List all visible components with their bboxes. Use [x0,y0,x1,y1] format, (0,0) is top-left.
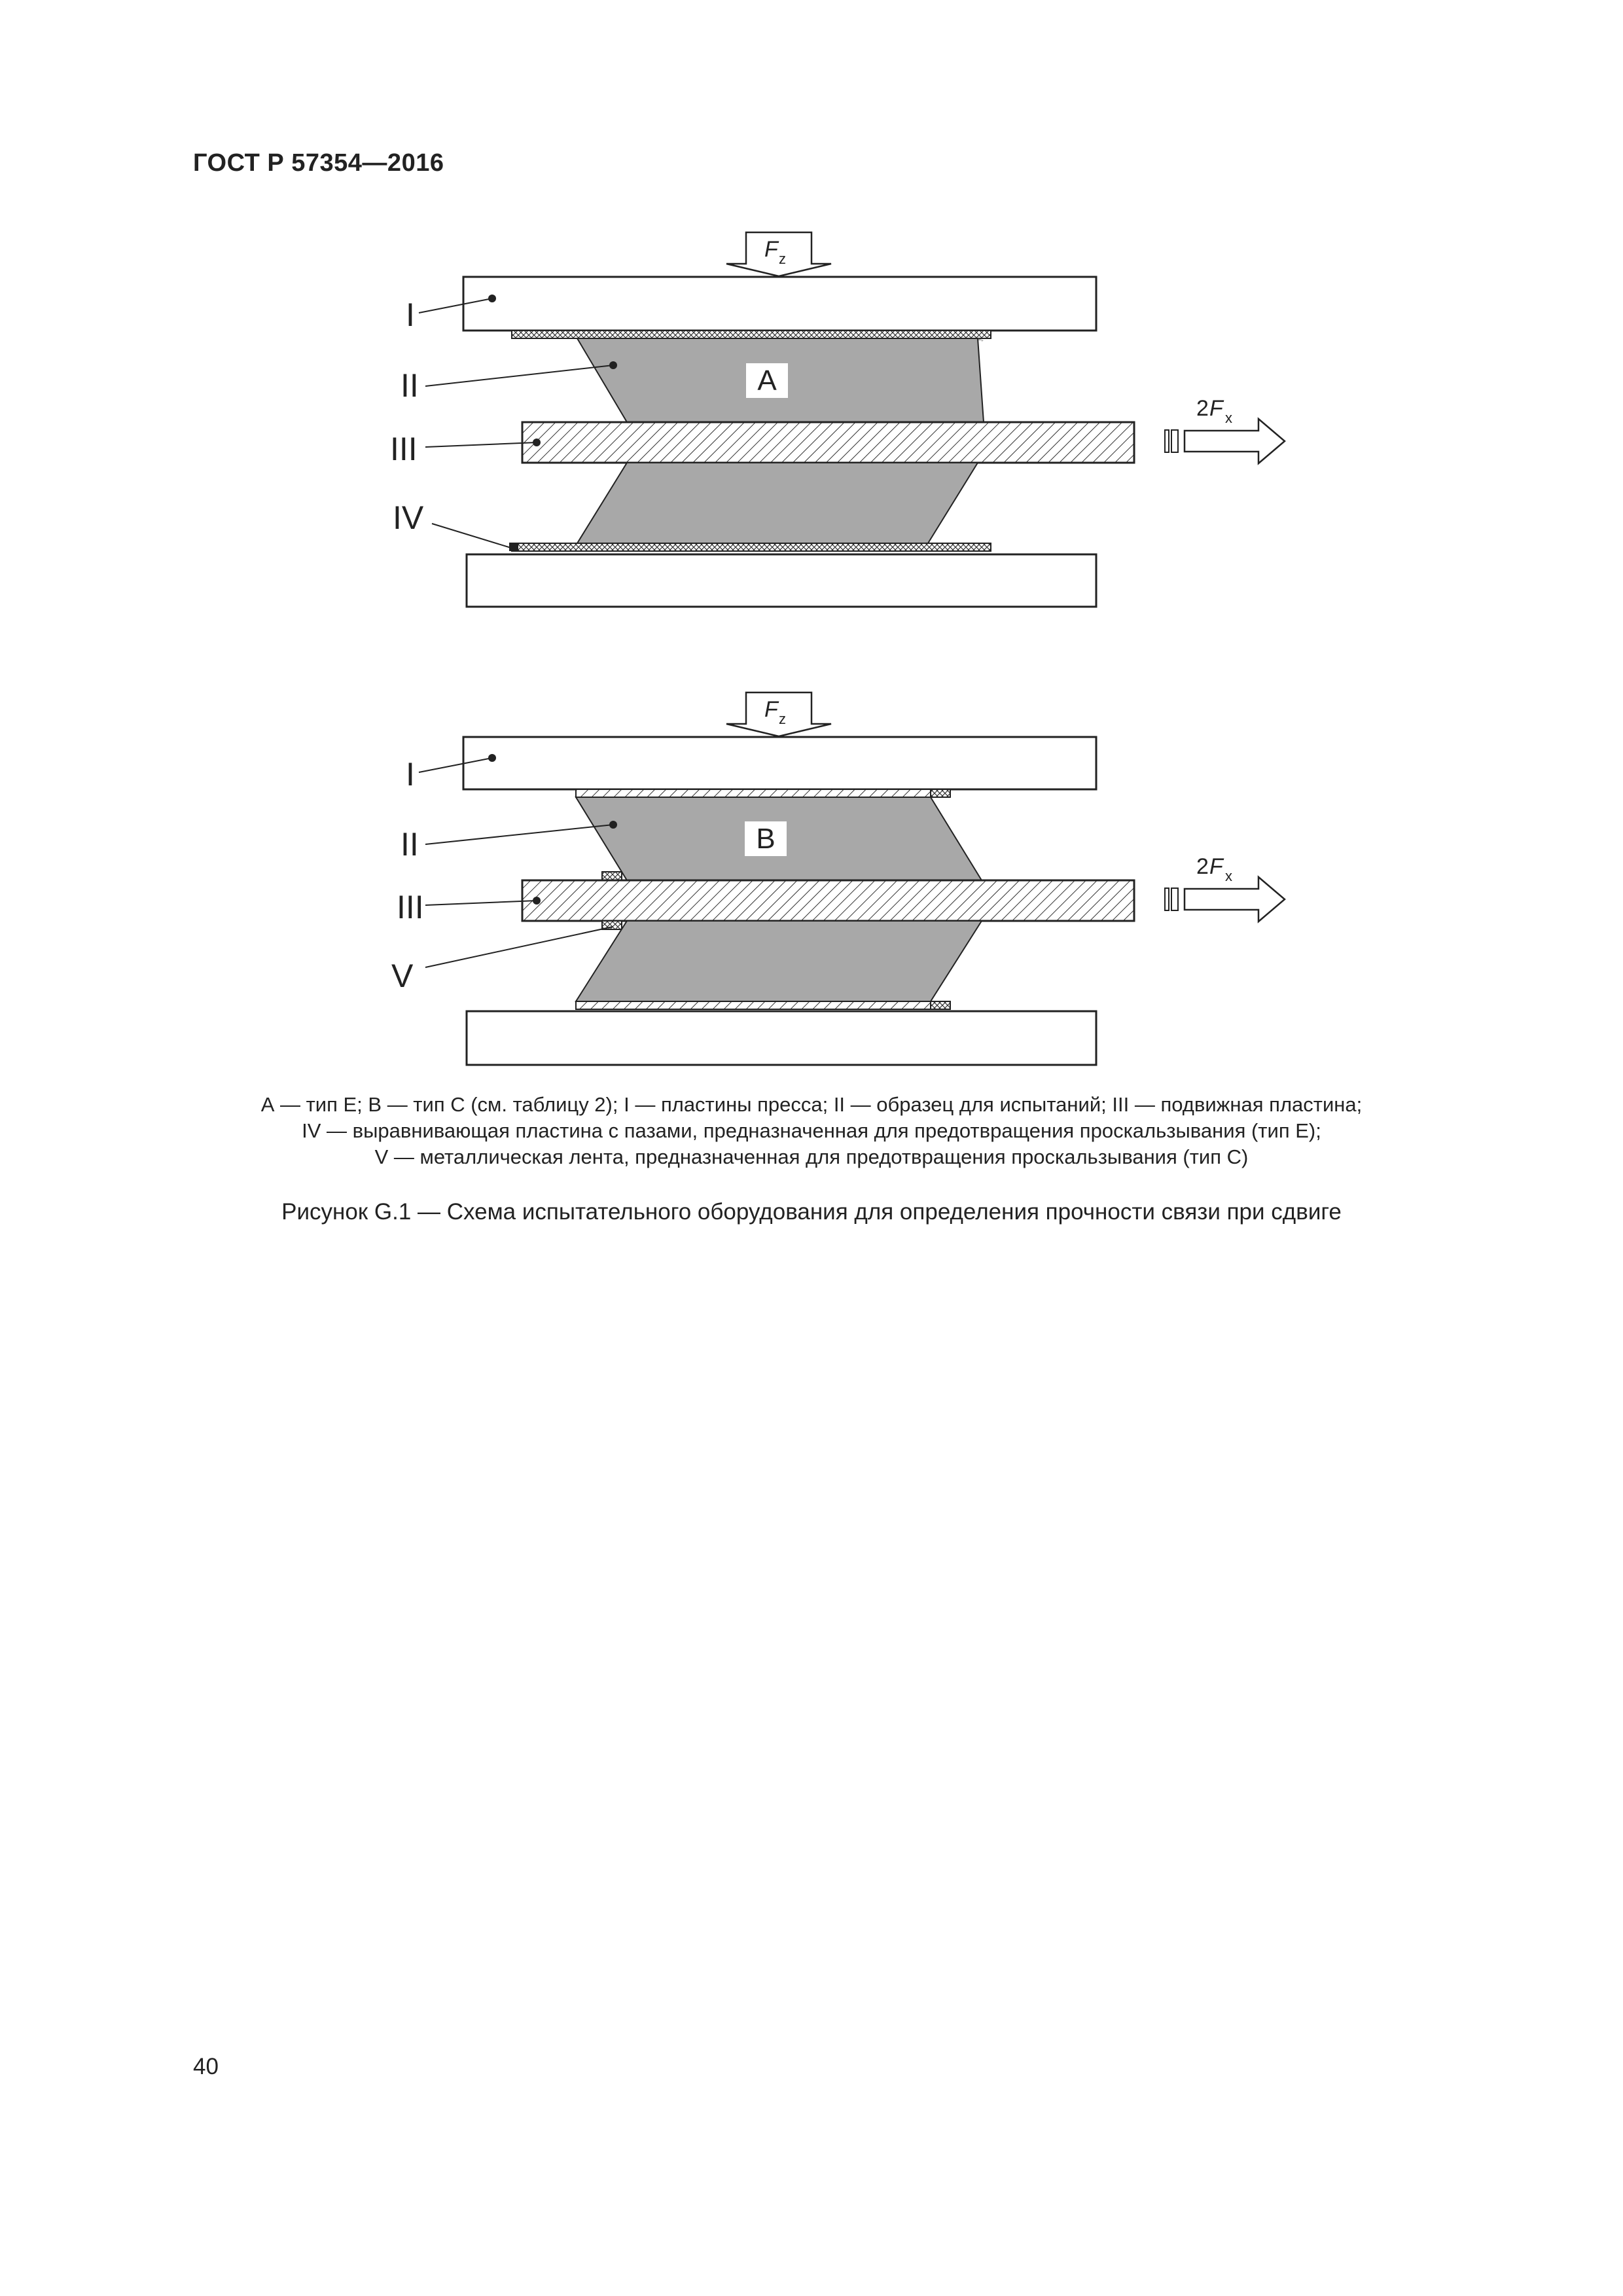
legend-line-3: V — металлическая лента, предназначенная для предотвращения проскальзывания (тип С) [374,1145,1249,1168]
figure-legend [196,1092,1427,1170]
upper-metal-strip-b [576,789,950,797]
diagram-a [390,232,1285,607]
lower-press-plate-b [467,1011,1096,1065]
test-equipment-diagram [0,0,1623,1086]
fx-subscript-a: x [1225,410,1232,426]
specimen-block-lower-b [576,921,982,1001]
callout-b-3: III [397,889,424,925]
callout-b-1: I [406,756,415,793]
fz-symbol-b: F [764,697,778,722]
callout-b-4: V [391,958,414,994]
force-fz-arrow-a [726,232,831,276]
callout-a-2: II [401,367,419,404]
movable-plate-b [522,880,1134,921]
alignment-plate-groove-a [509,543,518,551]
legend-line-1: А — тип Е; В — тип С (см. таблицу 2); I — пластины пресса; II — образец для испытаний; III — подвижная пластина; [260,1093,1363,1116]
upper-press-plate-a [463,277,1096,331]
movable-plate-a [522,422,1134,463]
lower-press-plate-a [467,554,1096,607]
fx-symbol-a: F [1209,396,1223,421]
panel-label-b: B [756,823,776,855]
fz-symbol-a: F [764,237,778,262]
force-2fx-arrow-b [1165,854,1285,922]
fz-subscript-a: z [779,251,786,267]
fx-prefix-b: 2 [1196,854,1209,879]
figure-caption: Рисунок G.1 — Схема испытательного оборудования для определения прочности связи при сдвиге [281,1199,1342,1225]
force-fz-arrow-b [726,692,831,736]
fx-subscript-b: x [1225,868,1232,884]
callout-a-1: I [406,296,415,333]
diagram-b [391,692,1285,1065]
specimen-block-lower-a [577,463,978,543]
lower-strip-end-b [931,1001,950,1009]
standard-code: ГОСТ Р 57354—2016 [193,149,444,177]
upper-press-plate-b [463,737,1096,789]
lower-metal-strip-b [576,1001,950,1009]
fz-subscript-b: z [779,711,786,727]
legend-line-2: IV — выравнивающая пластина с пазами, предназначенная для предотвращения проскальзывания (тип Е); [302,1119,1321,1142]
callout-a-4: IV [393,499,424,536]
panel-label-a: A [757,365,777,397]
page-number: 40 [193,2054,219,2079]
fx-symbol-b: F [1209,854,1223,879]
upper-strip-end-b [931,789,950,797]
alignment-plate-a [512,543,991,551]
fx-prefix-a: 2 [1196,396,1209,421]
callout-b-2: II [401,826,419,863]
upper-thin-plate-a [512,331,991,338]
callout-a-3: III [390,431,418,467]
force-2fx-arrow-a [1165,396,1285,463]
strip-mid-upper-b [602,872,622,880]
